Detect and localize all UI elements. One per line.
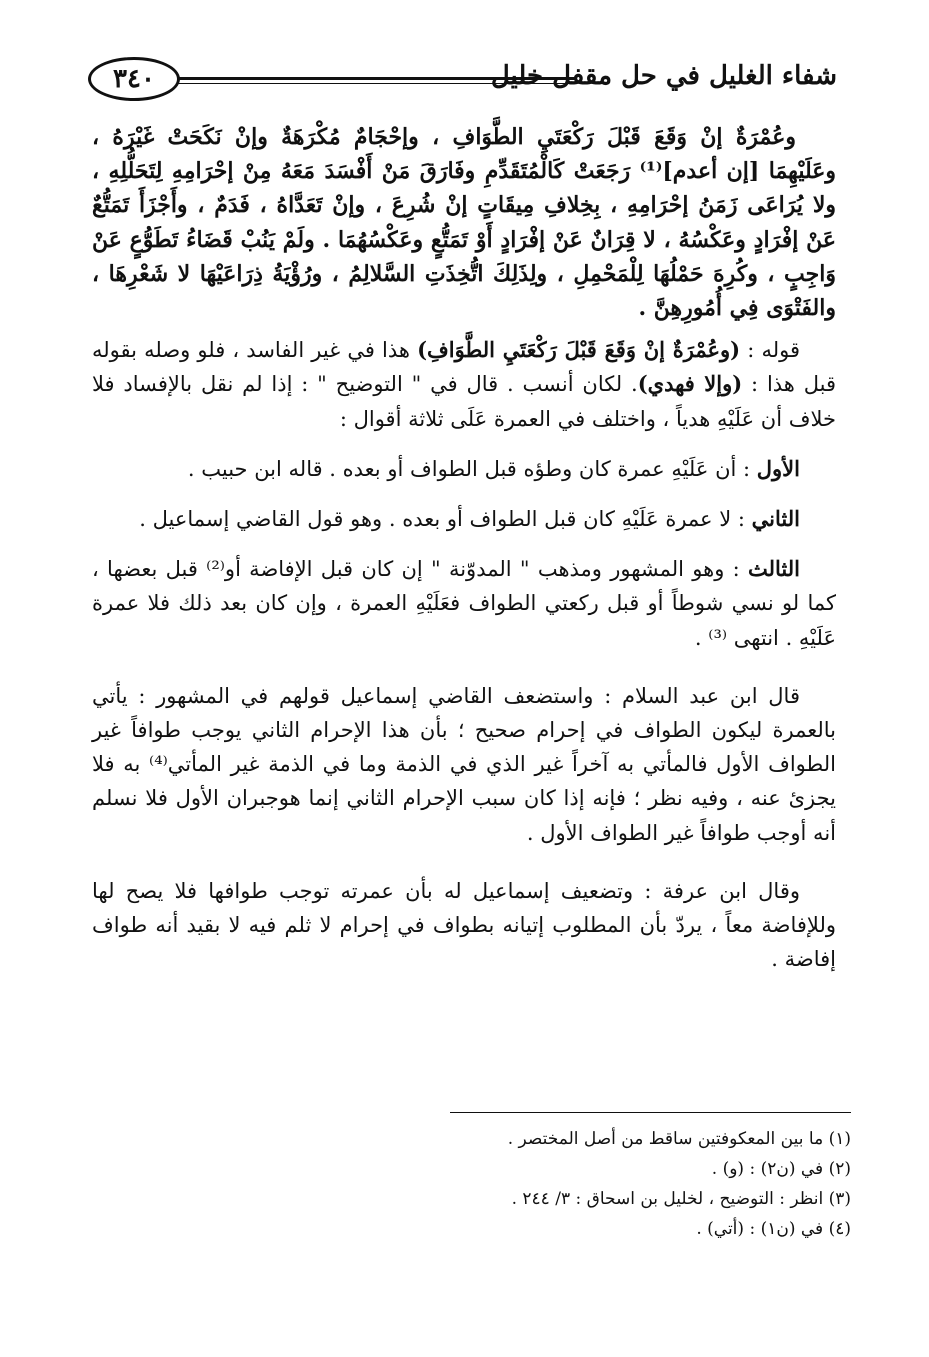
opinion-text: : لا عمرة عَلَيْهِ كان قبل الطواف أو بعده . وهو قول القاضي إسماعيل . — [139, 507, 745, 532]
opinion-text: : أن عَلَيْهِ عمرة كان وطؤه قبل الطواف أو بعده . قاله ابن حبيب . — [187, 456, 751, 481]
footnote-separator — [450, 1112, 851, 1113]
para-lead: قوله : — [740, 338, 800, 363]
header-rule — [178, 77, 575, 80]
footnote-2: (٢) في (ن٢) : (و) . — [711, 1159, 851, 1179]
para-text-2: . لكان أنسب . قال في " التوضيح " : إذا لم نقل بالإفساد فلا خلاف أن عَلَيْهِ هدياً ، واختلف في العمرة عَلَى ثلاثة أقوال : — [92, 372, 836, 431]
quoted-matn-2: (وإلا فهدي) — [637, 371, 743, 397]
main-text — [92, 120, 836, 976]
running-title: شفاء الغليل في حل مقفل خليل — [490, 61, 837, 91]
footnotes — [92, 1124, 851, 1244]
footnote-4: (٤) في (ن١) : (أتي) . — [696, 1219, 851, 1239]
quoted-matn-1: (وعُمْرَةٌ إنْ وَقَعَ قَبْلَ رَكْعَتَيِ الطَّوَافِ) — [417, 337, 741, 363]
page-header — [88, 55, 837, 105]
commentary-paragraph-1 — [92, 333, 836, 436]
opinion-text: : وهو المشهور ومذهب " المدوّنة " إن كان قبل الإفاضة أو⁽²⁾ قبل بعضها ، كما لو نسي شوطاً أو قبل ركعتي الطواف فعَلَيْهِ العمرة ، وإن كان بعد ذلك فلا عمرة عَلَيْهِ . انتهى ⁽³⁾ . — [92, 557, 836, 650]
matn-paragraph: وعُمْرَةٌ إنْ وَقَعَ قَبْلَ رَكْعَتَيِ الطَّوَافِ ، وإحْجَامٌ مُكْرَهَةٌ وإنْ نَكَحَتْ غَيْرَهُ ، وعَلَيْهِمَا [إن أعدم]⁽¹⁾ رَجَعَتْ كَالْمُتَقَدِّمِ وفَارَقَ مَنْ أَفْسَدَ مَعَهُ مِنْ إحْرَامِهِ لِتَحَلُّلِهِ ، ولا يُرَاعَى زَمَنُ إحْرَامِهِ ، بِخِلافِ مِيقَاتٍ إنْ شُرِعَ ، وإنْ تَعَدَّاهُ ، فَدَمٌ ، وأَجْزَأَ تَمَتُّعٌ عَنْ إفْرَادٍ وعَكْسُهُ ، لا قِرَانٌ عَنْ إفْرَادٍ أَوْ تَمَتُّعٍ وعَكْسُهُمَا . ولَمْ يَنُبْ قَضَاءُ تَطَوُّعٍ عَنْ وَاجِبٍ ، وكُرِهَ حَمْلُهَا لِلْمَحْمِلِ ، ولِذَلِكَ اتُّخِذَتِ السَّلالِمُ ، ورُؤْيَةُ ذِرَاعَيْهَا لا شَعْرِهَا ، والفَتْوَى فِي أُمُورِهِنَّ . — [92, 124, 836, 322]
commentary-paragraph-3: وقال ابن عرفة : وتضعيف إسماعيل له بأن عمرته توجب طوافها فلا يصح لها وللإفاضة معاً ، يردّ بأن المطلوب إتيانه بطواف في إحرام لا ثلم فيه لا بقيد أنه طواف إفاضة . — [92, 878, 836, 972]
header-rule-thin — [178, 83, 575, 84]
footnote-3: (٣) انظر : التوضيح ، لخليل بن اسحاق : ٣/ ٢٤٤ . — [511, 1189, 851, 1209]
opinion-third — [92, 552, 836, 655]
opinion-label: الثالث — [748, 556, 800, 582]
footnote-1: (١) ما بين المعكوفتين ساقط من أصل المختصر . — [507, 1129, 851, 1149]
page-number: ٣٤٠ — [88, 57, 180, 101]
opinion-label: الأول — [756, 455, 800, 481]
opinion-label: الثاني — [751, 506, 800, 532]
opinion-first — [92, 452, 836, 486]
para-text-1: هذا في غير الفاسد ، فلو وصله بقوله قبل هذا : — [92, 338, 836, 397]
opinion-second — [92, 502, 836, 536]
commentary-paragraph-2: قال ابن عبد السلام : واستضعف القاضي إسماعيل قولهم في المشهور : يأتي بالعمرة ليكون الطواف في إحرام صحيح ؛ بأن هذا الإحرام الثاني يوجب طوافاً غير الطواف الأول فالمأتي به آخراً غير الذي في الذمة وما في الذمة غير المأتي⁽⁴⁾ به فلا يجزئ عنه ، وفيه نظر ؛ فإنه إذا كان سبب الإحرام الثاني إنما هوجبران الأول فلا نسلم أنه أوجب طوافاً غير الطواف الأول . — [92, 683, 836, 845]
